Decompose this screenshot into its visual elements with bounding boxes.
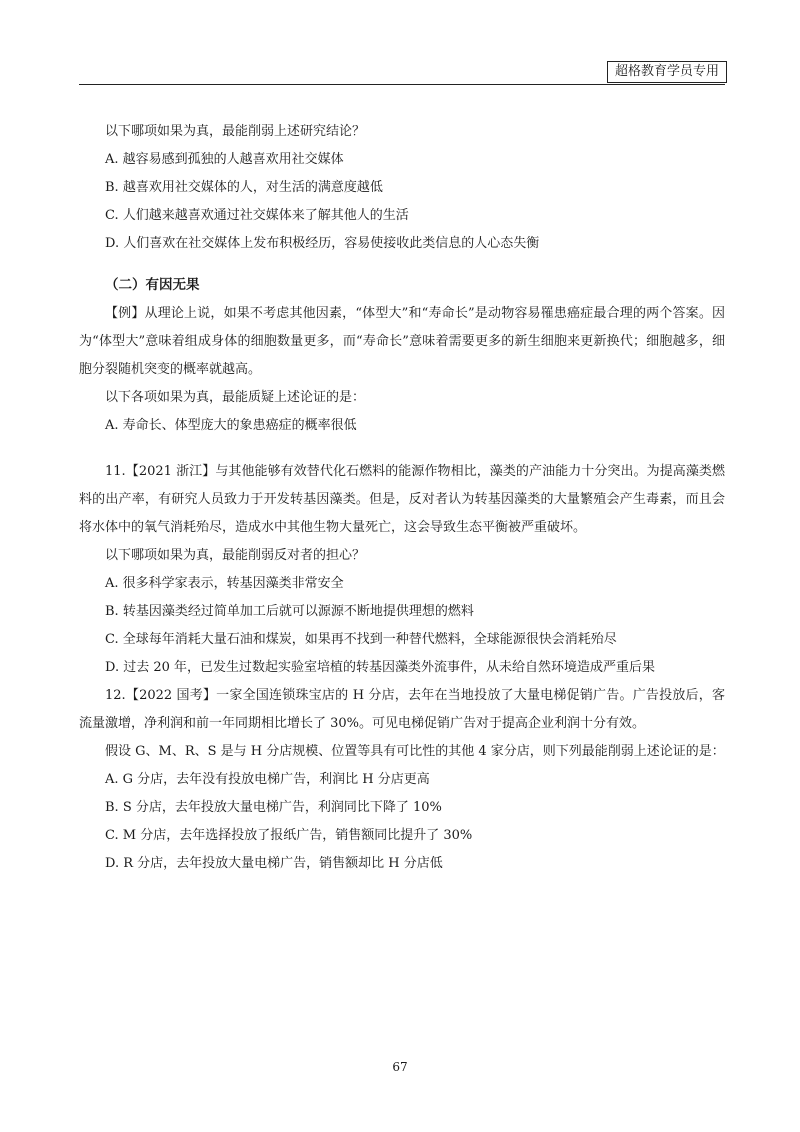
example-paragraph: 【例】从理论上说，如果不考虑其他因素，“体型大”和“寿命长”是动物容易罹患癌症最合理的两个答案。因为“体型大”意味着组成身体的细胞数量更多，而“寿命长”意味着需要更多的新生细胞来更新换代；细胞越多，细胞分裂随机突变的概率就越高。 xyxy=(79,306,725,377)
option-c: C. M 分店，去年选择投放了报纸广告，销售额同比提升了 30% xyxy=(105,828,473,843)
option-a: A. G 分店，去年没有投放电梯广告，利润比 H 分店更高 xyxy=(105,772,430,787)
watermark-badge: 超格教育学员专用 xyxy=(607,61,727,83)
option-a: A. 寿命长、体型庞大的象患癌症的概率很低 xyxy=(105,418,357,433)
question-prompt: 以下各项如果为真，最能质疑上述论证的是： xyxy=(105,390,366,405)
section-title: （二）有因无果 xyxy=(105,277,200,293)
question-prompt: 以下哪项如果为真，最能削弱上述研究结论？ xyxy=(105,124,366,139)
page-content xyxy=(79,118,725,878)
question-11-stem: 11.【2021 浙江】与其他能够有效替代化石燃料的能源作物相比，藻类的产油能力十分突出。为提高藻类燃料的出产率，有研究人员致力于开发转基因藻类。但是，反对者认为转基因藻类的大量繁殖会产生毒素，而且会将水体中的氧气消耗殆尽，造成水中其他生物大量死亡，这会导致生态平衡被严重破坏。 xyxy=(79,464,725,535)
spacer xyxy=(79,440,725,458)
option-b: B. 越喜欢用社交媒体的人，对生活的满意度越低 xyxy=(105,180,383,195)
option-c: C. 人们越来越喜欢通过社交媒体来了解其他人的生活 xyxy=(105,208,409,223)
option-d: D. 人们喜欢在社交媒体上发布积极经历，容易使接收此类信息的人心态失衡 xyxy=(105,236,540,251)
option-d: D. R 分店，去年投放大量电梯广告，销售额却比 H 分店低 xyxy=(105,856,443,871)
question-12-stem: 12.【2022 国考】一家全国连锁珠宝店的 H 分店，去年在当地投放了大量电梯促销广告。广告投放后，客流量激增，净利润和前一年同期相比增长了 30%。可见电梯促销广告对于提高企业利润十分有效。 xyxy=(79,688,725,731)
question-prompt: 假设 G、M、R、S 是与 H 分店规模、位置等具有可比性的其他 4 家分店，则下列最能削弱上述论证的是： xyxy=(105,744,725,759)
question-prompt: 以下哪项如果为真，最能削弱反对者的担心？ xyxy=(105,548,366,563)
header-rule xyxy=(79,84,725,85)
option-b: B. S 分店，去年投放大量电梯广告，利润同比下降了 10% xyxy=(105,800,442,815)
option-a: A. 很多科学家表示，转基因藻类非常安全 xyxy=(105,576,344,591)
option-b: B. 转基因藻类经过简单加工后就可以源源不断地提供理想的燃料 xyxy=(105,604,474,619)
option-a: A. 越容易感到孤独的人越喜欢用社交媒体 xyxy=(105,152,344,167)
option-d: D. 过去 20 年，已发生过数起实验室培植的转基因藻类外流事件，从未给自然环境造成严重后果 xyxy=(105,660,656,675)
option-c: C. 全球每年消耗大量石油和煤炭，如果再不找到一种替代燃料，全球能源很快会消耗殆尽 xyxy=(105,632,617,647)
page-number: 67 xyxy=(392,1060,408,1074)
